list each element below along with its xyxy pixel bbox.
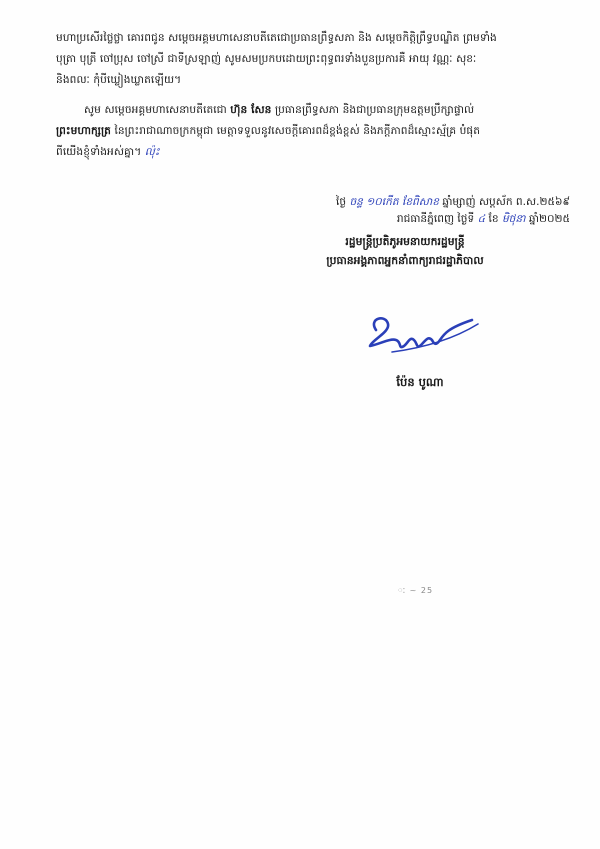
- signatory-name: ប៉ែន បូណា: [396, 375, 444, 389]
- date-block: [250, 194, 570, 228]
- handwritten-mark: ល៉ុះ: [144, 146, 160, 158]
- paragraph-line: [56, 142, 556, 163]
- paragraph-text: ពីយើងខ្ញុំទាំងអស់គ្នា។: [56, 146, 142, 158]
- highlighted-title: ព្រះមហាក្សត្រ: [56, 125, 111, 137]
- highlighted-name: ហ៊ុន សែន: [230, 104, 272, 116]
- lunar-date: ថ្ងៃ ចន្ទ ១០កើត ខែពិសាខ ឆ្នាំម្សាញ់ សប្តស័ក ព.ស.២៥៦៩: [335, 196, 570, 208]
- paragraph-line: មហាប្រសើរថ្លៃថ្លា គោរពជូន សម្តេចអគ្គមហាសេនាបតីតេជោប្រធានព្រឹទ្ធសភា និង សម្តេចកិត្តិព្រឹទ្ធបណ្ឌិត ព្រមទាំង: [56, 32, 497, 44]
- paragraph-text: ប្រធានព្រឹទ្ធសភា និងជាប្រធានក្រុមឧត្តមប្រឹក្សាផ្ទាល់: [274, 104, 475, 116]
- signatory-title-line: រដ្ឋមន្ត្រីប្រតិភូអមនាយករដ្ឋមន្ត្រី: [345, 235, 465, 248]
- paragraph-text: នៃព្រះរាជាណាចក្រកម្ពុជា មេត្តាទទួលនូវសេចក្តីគោរពដ៏ខ្ពង់ខ្ពស់ និងភក្តីភាពដ៏ស្មោះស្ម័គ្រ បំផុត: [114, 125, 481, 137]
- paragraph-line: បុត្រា បុត្រី ចៅប្រុស ចៅស្រី ជាទីស្រឡាញ់ សូមសមប្រកបដោយព្រះពុទ្ធពរទាំងបួនប្រការគឺ អាយុ វណ្ណៈ សុខៈ: [56, 53, 477, 65]
- paragraph-text: សូម សម្តេចអគ្គមហាសេនាបតីតេជោ: [84, 104, 227, 116]
- paragraph-respect: [56, 100, 556, 163]
- handwritten-day: ៤: [477, 213, 486, 225]
- paragraph-blessing: [56, 28, 556, 91]
- page-mark: ៈ ~ 25: [398, 586, 434, 595]
- handwritten-month: មិថុនា: [501, 213, 526, 225]
- signatory-title: [255, 232, 555, 270]
- handwritten-signature: [362, 310, 482, 365]
- handwritten-lunar-date: ចន្ទ ១០កើត ខែពិសាខ: [349, 196, 439, 208]
- paragraph-line: [56, 121, 556, 142]
- signatory-title-line: ប្រធានអង្គភាពអ្នកនាំពាក្យរាជរដ្ឋាភិបាល: [326, 254, 484, 267]
- solar-date: រាជធានីភ្នំពេញ ថ្ងៃទី ៤ ខែ មិថុនា ឆ្នាំ២០២៥: [396, 213, 570, 225]
- paragraph-line: [56, 100, 556, 121]
- paragraph-line: និងពលៈ កុំបីឃ្លៀងឃ្លាតឡើយ។: [56, 74, 182, 86]
